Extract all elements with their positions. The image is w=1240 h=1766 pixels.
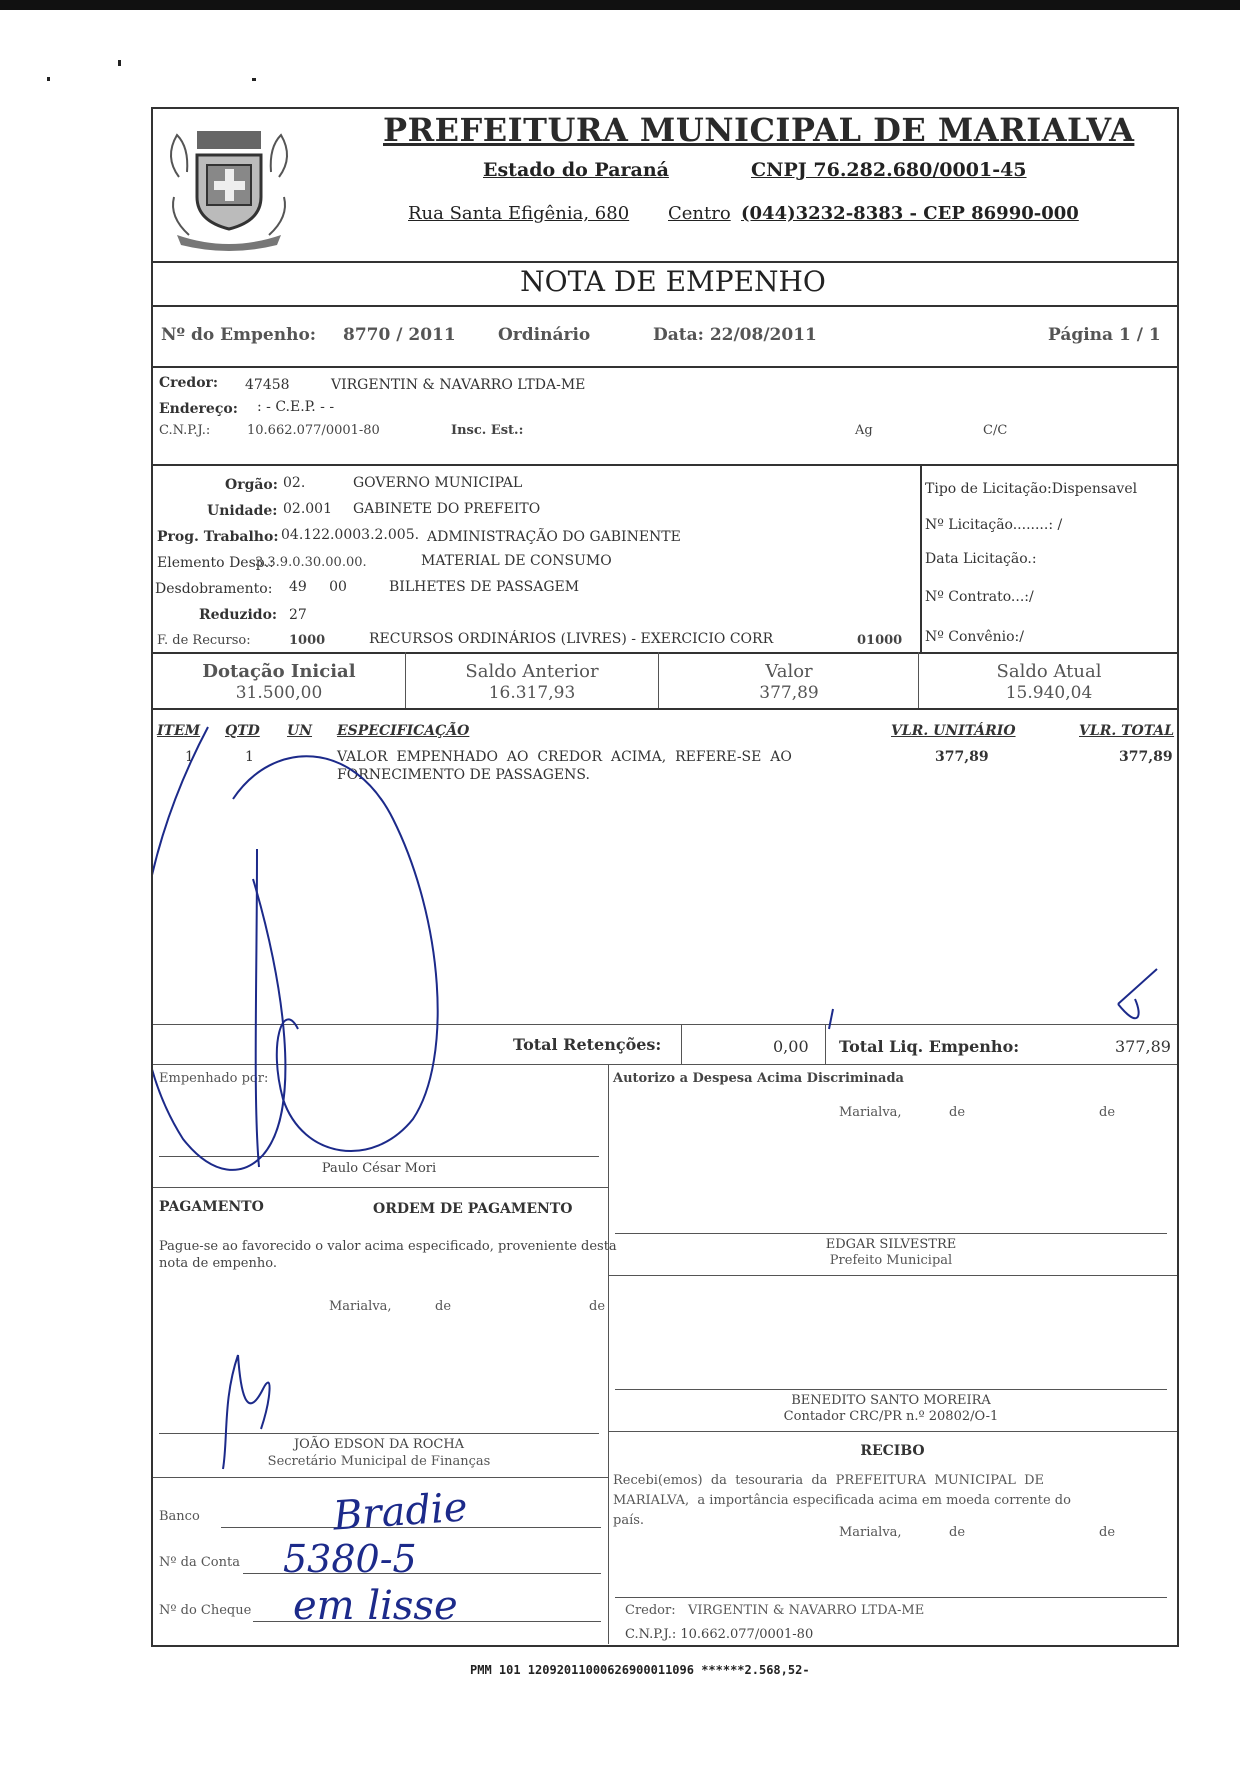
pagamento-label: PAGAMENTO — [159, 1199, 264, 1215]
unidade-name: GABINETE DO PREFEITO — [353, 501, 541, 517]
desdobramento-label: Desdobramento: — [155, 581, 273, 597]
district: Centro — [668, 203, 731, 224]
recibo-title: RECIBO — [860, 1443, 925, 1459]
empenhado-por-label: Empenhado por: — [159, 1071, 269, 1086]
state-name: Estado do Paraná — [483, 159, 669, 181]
scan-speck — [47, 77, 50, 81]
credor-code: 47458 — [245, 377, 290, 393]
prefeito-name: EDGAR SILVESTRE — [825, 1237, 957, 1252]
ordem-pagamento-label: ORDEM DE PAGAMENTO — [373, 1201, 573, 1217]
autorizo-marialva: Marialva, — [839, 1105, 902, 1120]
recurso-label: F. de Recurso: — [157, 633, 251, 648]
cnpj-header: CNPJ 76.282.680/0001-45 — [751, 159, 1027, 181]
total-liquido-label: Total Liq. Empenho: — [839, 1037, 1020, 1056]
banco-label: Banco — [159, 1509, 200, 1524]
recibo-de-2: de — [1099, 1525, 1116, 1540]
reduzido-label: Reduzido: — [199, 607, 278, 623]
col-vlr-total: VLR. TOTAL — [1079, 723, 1175, 739]
secretario-role: Secretário Municipal de Finanças — [267, 1454, 491, 1469]
unidade-label: Unidade: — [207, 503, 278, 519]
item-spec-line1: VALOR EMPENHADO AO CREDOR ACIMA, REFERE-SE AO — [337, 749, 792, 765]
prog-trabalho-code: 04.122.0003.2.005. — [281, 527, 420, 543]
endereco-label: Endereço: — [159, 401, 238, 417]
recibo-marialva: Marialva, — [839, 1525, 902, 1540]
col-item: ITEM — [157, 723, 201, 739]
endereco-value: : - C.E.P. - - — [257, 399, 335, 415]
dotacao-inicial-label: Dotação Inicial — [202, 661, 356, 682]
item-spec-line2: FORNECIMENTO DE PASSAGENS. — [337, 767, 590, 783]
col-un: UN — [287, 723, 313, 739]
cc-label: C/C — [983, 423, 1008, 438]
handwritten-banco: Bradie — [331, 1484, 469, 1540]
data-licitacao: Data Licitação.: — [925, 551, 1037, 567]
saldo-anterior-value: 16.317,93 — [488, 683, 576, 703]
credor-cnpj: 10.662.077/0001-80 — [247, 423, 380, 438]
autorizo-text: Autorizo a Despesa Acima Discriminada — [613, 1071, 904, 1086]
item-total-value: 377,89 — [1119, 749, 1173, 765]
pagamento-de-2: de — [589, 1299, 606, 1314]
saldo-anterior-label: Saldo Anterior — [465, 661, 599, 682]
autorizo-de-1: de — [949, 1105, 966, 1120]
handwritten-signature — [153, 699, 1177, 1629]
reduzido-value: 27 — [289, 607, 307, 623]
pagamento-marialva: Marialva, — [329, 1299, 392, 1314]
handwritten-cheque: em lisse — [293, 1583, 458, 1629]
recibo-line-1: Recebi(emos) da tesouraria da PREFEITURA MUNICIPAL DE — [613, 1473, 1045, 1488]
autorizo-de-2: de — [1099, 1105, 1116, 1120]
document-title: NOTA DE EMPENHO — [520, 265, 826, 298]
valor-value: 377,89 — [759, 683, 819, 703]
item-number: 1 — [185, 749, 194, 765]
handwritten-conta: 5380-5 — [283, 1537, 417, 1581]
empenhado-name: Paulo César Mori — [321, 1161, 437, 1176]
pagamento-de-1: de — [435, 1299, 452, 1314]
ag-label: Ag — [855, 423, 873, 438]
coat-of-arms-logo — [159, 117, 299, 255]
numero-contrato: Nº Contrato...:/ — [925, 589, 1034, 605]
valor-label: Valor — [765, 661, 813, 682]
total-retencoes-label: Total Retenções: — [513, 1035, 662, 1054]
pagamento-text-2: nota de empenho. — [159, 1256, 277, 1271]
pagamento-text-1: Pague-se ao favorecido o valor acima especificado, proveniente desta — [159, 1239, 617, 1254]
scan-speck — [252, 78, 256, 81]
recibo-cnpj: C.N.P.J.: 10.662.077/0001-80 — [625, 1627, 814, 1642]
secretario-name: JOÃO EDSON DA ROCHA — [293, 1437, 465, 1452]
recurso-number: 01000 — [857, 633, 903, 648]
numero-licitacao: Nº Licitação........: / — [925, 517, 1063, 533]
scan-speck — [118, 60, 121, 66]
desdobramento-name: BILHETES DE PASSAGEM — [389, 579, 580, 595]
empenho-type: Ordinário — [498, 325, 591, 345]
desdobramento-code: 49 00 — [289, 579, 347, 595]
total-liquido-value: 377,89 — [1115, 1037, 1171, 1056]
insc-est-label: Insc. Est.: — [451, 423, 524, 438]
numero-convenio: Nº Convênio:/ — [925, 629, 1024, 645]
recibo-line-2: MARIALVA, a importância especificada acima em moeda corrente do — [613, 1493, 1071, 1508]
elemento-name: MATERIAL DE CONSUMO — [421, 553, 612, 569]
elemento-label: Elemento Desp.: — [157, 555, 274, 571]
dotacao-inicial-value: 31.500,00 — [235, 683, 323, 703]
saldo-atual-label: Saldo Atual — [996, 661, 1102, 682]
cnpj-label: C.N.P.J.: — [159, 423, 211, 438]
prefecture-title: PREFEITURA MUNICIPAL DE MARIALVA — [383, 111, 1135, 149]
scan-edge — [0, 0, 1240, 10]
prog-trabalho-label: Prog. Trabalho: — [157, 529, 279, 545]
street-address: Rua Santa Efigênia, 680 — [408, 203, 630, 224]
col-especificacao: ESPECIFICAÇÃO — [337, 723, 470, 739]
contador-name: BENEDITO SANTO MOREIRA — [791, 1393, 991, 1408]
item-unit-value: 377,89 — [935, 749, 989, 765]
orgao-code: 02. — [283, 475, 306, 491]
cheque-label: Nº do Cheque — [159, 1603, 252, 1618]
elemento-code: 3.3.9.0.30.00.00. — [255, 555, 367, 570]
nota-de-empenho-form — [151, 107, 1179, 1647]
page-number: Página 1 / 1 — [1048, 325, 1161, 345]
credor-label: Credor: — [159, 375, 219, 391]
col-vlr-unitario: VLR. UNITÁRIO — [891, 723, 1016, 739]
empenho-date: Data: 22/08/2011 — [653, 325, 817, 345]
prog-trabalho-name: ADMINISTRAÇÃO DO GABINENTE — [427, 529, 681, 545]
item-qtd: 1 — [245, 749, 254, 765]
orgao-name: GOVERNO MUNICIPAL — [353, 475, 523, 491]
recibo-de-1: de — [949, 1525, 966, 1540]
col-qtd: QTD — [225, 723, 260, 739]
recurso-name: RECURSOS ORDINÁRIOS (LIVRES) - EXERCICIO CORR — [369, 631, 774, 647]
contador-role: Contador CRC/PR n.º 20802/O-1 — [783, 1409, 999, 1424]
orgao-label: Orgão: — [225, 477, 278, 493]
total-retencoes-value: 0,00 — [773, 1037, 809, 1056]
recurso-code: 1000 — [289, 633, 326, 648]
empenho-number-label: Nº do Empenho: — [161, 325, 317, 345]
prefeito-role: Prefeito Municipal — [829, 1253, 953, 1268]
empenho-number: 8770 / 2011 — [343, 325, 456, 345]
conta-label: Nº da Conta — [159, 1555, 240, 1570]
recibo-line-3: país. — [613, 1513, 645, 1528]
unidade-code: 02.001 — [283, 501, 332, 517]
recibo-credor: Credor: VIRGENTIN & NAVARRO LTDA-ME — [625, 1603, 925, 1618]
phone-cep: (044)3232-8383 - CEP 86990-000 — [741, 203, 1079, 224]
footer-code: PMM 101 12092011000626900011096 ******2.568,52- — [470, 1663, 810, 1677]
credor-name: VIRGENTIN & NAVARRO LTDA-ME — [331, 377, 586, 393]
saldo-atual-value: 15.940,04 — [1005, 683, 1093, 703]
tipo-licitacao: Tipo de Licitação:Dispensavel — [925, 481, 1138, 497]
